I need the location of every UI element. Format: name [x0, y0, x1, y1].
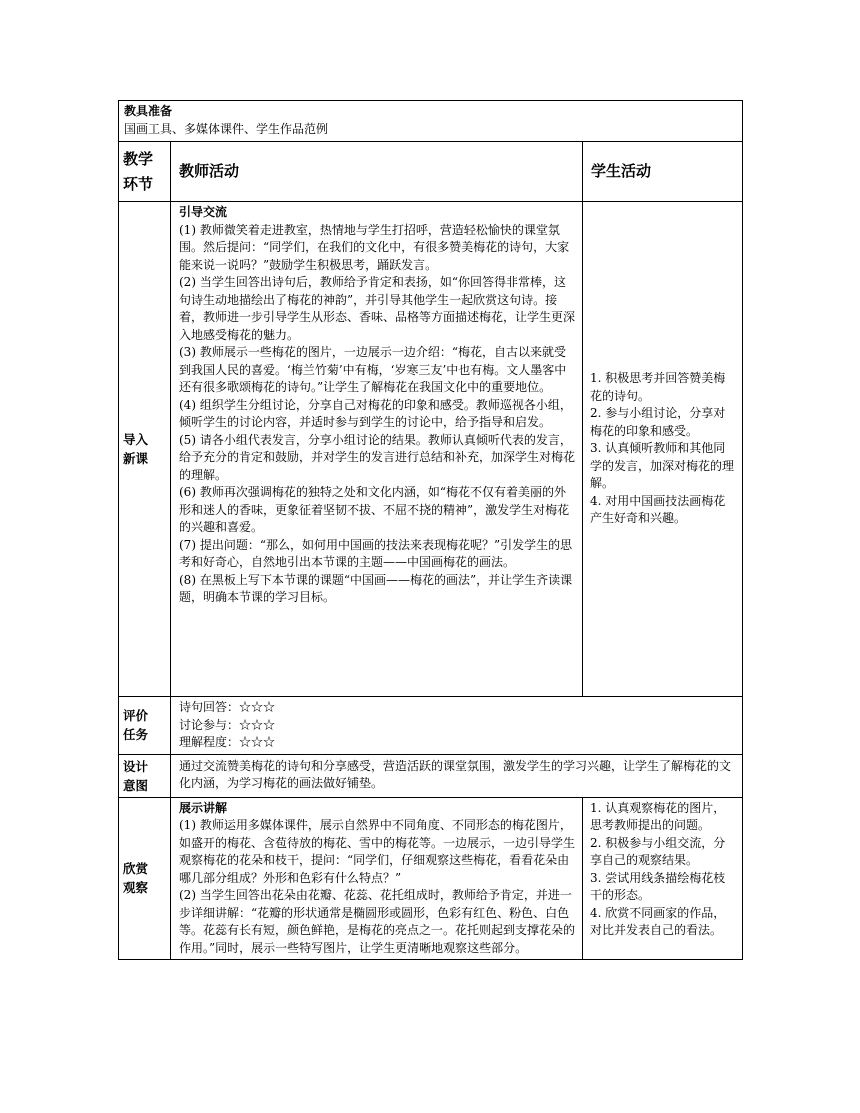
evaluation-item: 诗句回答：☆☆☆ — [179, 700, 276, 714]
appreciate-section-line1: 欣赏 — [123, 861, 149, 877]
appreciate-paragraph: (1) 教师运用多媒体课件，展示自然界中不同角度、不同形态的梅花图片，如盛开的梅花、含苞待放的梅花、雪中的梅花等。一边展示，一边引导学生观察梅花的花朵和枝干，提问：“同学们，仔细观察这些梅花，看看花朵由哪几部分组成？外形和色彩有什么特点？” — [179, 818, 576, 885]
lesson-plan-page — [118, 100, 742, 960]
evaluation-row — [119, 697, 743, 755]
evaluation-item: 理解程度：☆☆☆ — [179, 735, 276, 749]
appreciate-row — [119, 797, 743, 960]
header-teacher: 教师活动 — [171, 142, 583, 202]
appreciate-student-item: 2. 积极参与小组交流，分享自己的观察结果。 — [590, 835, 726, 867]
intro-heading: 引导交流 — [179, 205, 228, 219]
design-section-line1: 设计 — [123, 758, 149, 774]
appreciate-heading: 展示讲解 — [179, 800, 228, 815]
intro-paragraph: (5) 请各小组代表发言，分享小组讨论的结果。教师认真倾听代表的发言，给予充分的肯定和鼓励，并对学生的发言进行总结和补充，加深学生对梅花的理解。 — [179, 432, 576, 482]
intro-paragraph: (7) 提出问题：“那么，如何用中国画的技法来表现梅花呢？”引发学生的思考和好奇心，自然地引出本节课的主题——中国画梅花的画法。 — [179, 537, 573, 569]
design-cell — [171, 754, 743, 797]
header-section-line2: 环节 — [123, 174, 154, 193]
intro-paragraph: (1) 教师微笑着走进教室，热情地与学生打招呼，营造轻松愉快的课堂氛围。然后提问：“同学们，在我们的文化中，有很多赞美梅花的诗句，大家能来说一说吗？”鼓励学生积极思考，踊跃发言。 — [179, 222, 570, 272]
intro-student-item: 4. 对用中国画技法画梅花产生好奇和兴趣。 — [590, 493, 726, 526]
intro-section-cell — [119, 202, 171, 697]
intro-student-item: 1. 积极思考并回答赞美梅花的诗句。 — [590, 371, 726, 403]
intro-section-line1: 导入 — [123, 432, 149, 447]
appreciate-student-cell — [583, 797, 743, 960]
intro-paragraph: (6) 教师再次强调梅花的独特之处和文化内涵，如“梅花不仅有着美丽的外形和迷人的香味，更象征着坚韧不拔、不屈不挠的精神”，激发学生对梅花的兴趣和喜爱。 — [179, 485, 570, 534]
intro-student-item: 3. 认真倾听教师和其他同学的发言，加深对梅花的理解。 — [590, 441, 735, 491]
intro-student-item: 2. 参与小组讨论，分享对梅花的印象和感受。 — [590, 406, 726, 438]
appreciate-section-line2: 观察 — [123, 880, 149, 896]
intro-section-line2: 新课 — [123, 451, 149, 466]
design-section-line2: 意图 — [123, 777, 149, 793]
prep-title: 教具准备 — [124, 104, 173, 118]
appreciate-teacher-cell — [171, 797, 583, 960]
prep-content: 国画工具、多媒体课件、学生作品范例 — [124, 121, 329, 136]
intro-row — [119, 202, 743, 697]
intro-paragraph: (3) 教师展示一些梅花的图片，一边展示一边介绍：“梅花，自古以来就受到我国人民的喜爱。‘梅兰竹菊’中有梅，‘岁寒三友’中也有梅。文人墨客中还有很多歌颂梅花的诗句。”让学生了解梅花在我国文化中的重要地位。 — [179, 345, 567, 394]
prep-cell — [119, 101, 743, 142]
evaluation-section-line1: 评价 — [123, 708, 149, 724]
appreciate-student-item: 4. 欣赏不同画家的作品，对比并发表自己的看法。 — [590, 905, 726, 937]
appreciate-section-cell — [119, 797, 171, 960]
appreciate-paragraph: (2) 当学生回答出花朵由花瓣、花蕊、花托组成时，教师给予肯定，并进一步详细讲解：“花瓣的形状通常是椭圆形或圆形，色彩有红色、粉色、白色等。花蕊有长有短，颜色鲜艳，是梅花的亮点之一。花托则起到支撑花朵的作用。”同时，展示一些特写图片，让学生更清晰地观察这些部分。 — [179, 888, 576, 955]
header-section-line1: 教学 — [123, 149, 154, 168]
appreciate-student-item: 1. 认真观察梅花的图片，思考教师提出的问题。 — [590, 800, 726, 832]
evaluation-cell — [171, 697, 743, 755]
appreciate-student-item: 3. 尝试用线条描绘梅花枝干的形态。 — [590, 870, 726, 902]
header-student: 学生活动 — [583, 142, 743, 202]
intro-paragraph: (8) 在黑板上写下本节课的课题“中国画——梅花的画法”，并让学生齐读课题，明确本节课的学习目标。 — [179, 572, 573, 604]
design-row — [119, 754, 743, 797]
design-section-cell — [119, 754, 171, 797]
intro-student-cell — [583, 202, 743, 697]
design-content: 通过交流赞美梅花的诗句和分享感受，营造活跃的课堂氛围，激发学生的学习兴趣，让学生了解梅花的文化内涵，为学习梅花的画法做好铺垫。 — [179, 758, 732, 790]
intro-teacher-cell — [171, 202, 583, 697]
prep-row — [119, 101, 743, 142]
evaluation-item: 讨论参与：☆☆☆ — [179, 717, 276, 732]
lesson-plan-table — [118, 100, 743, 960]
evaluation-section-line2: 任务 — [123, 727, 149, 743]
header-section-cell — [119, 142, 171, 202]
intro-paragraph: (4) 组织学生分组讨论，分享自己对梅花的印象和感受。教师巡视各小组，倾听学生的讨论内容，并适时参与到学生的讨论中，给予指导和启发。 — [179, 397, 572, 429]
intro-paragraph: (2) 当学生回答出诗句后，教师给予肯定和表扬，如“你回答得非常棒，这句诗生动地描绘出了梅花的神韵”，并引导其他学生一起欣赏这句诗。接着，教师进一步引导学生从形态、香味、品格等方面描述梅花，让学生更深入地感受梅花的魅力。 — [179, 275, 576, 342]
header-row — [119, 142, 743, 202]
evaluation-section-cell — [119, 697, 171, 755]
